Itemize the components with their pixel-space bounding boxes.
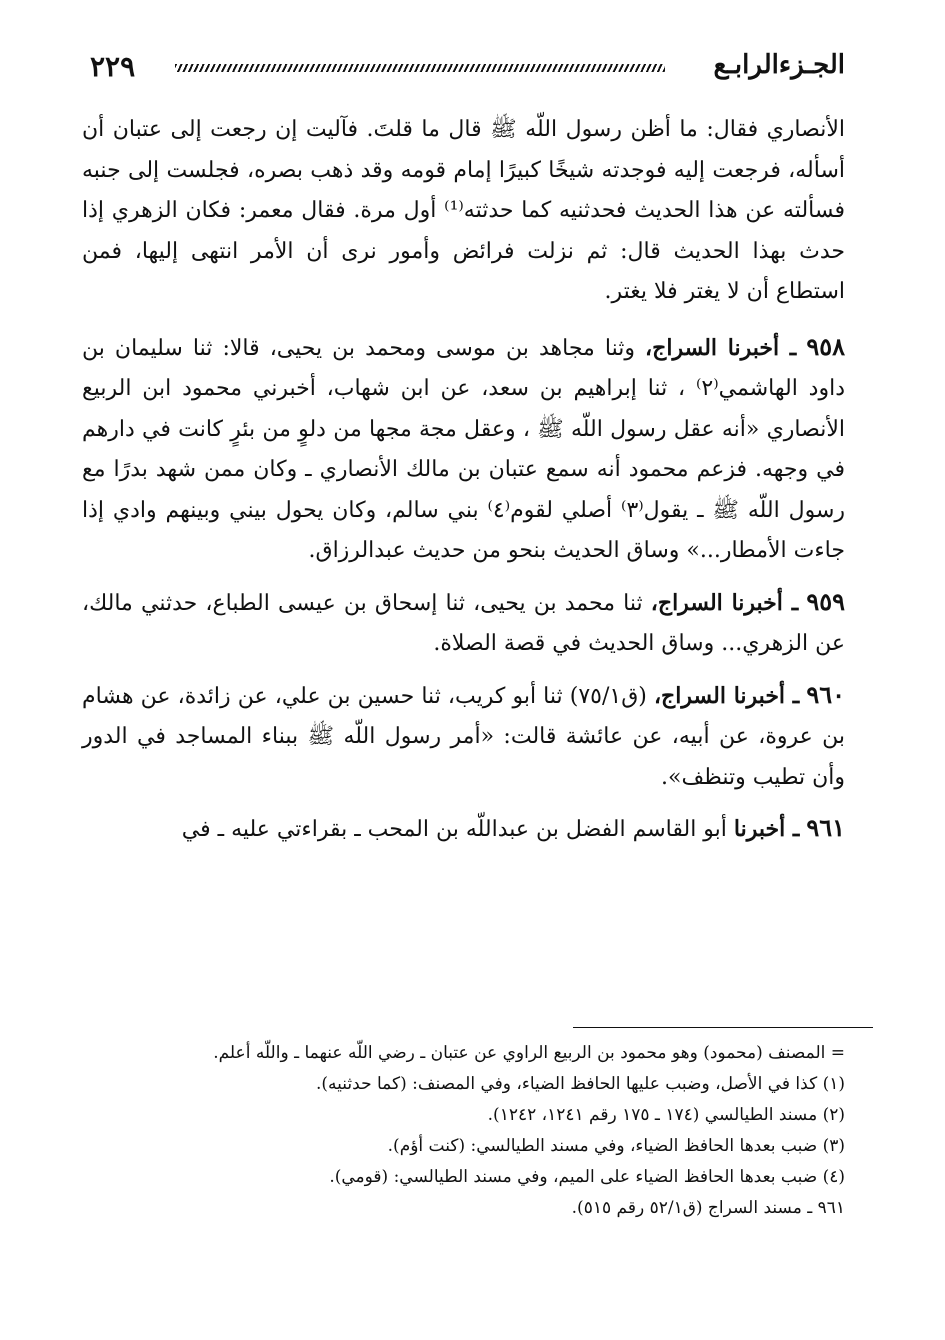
hadith-lead: ـ أخبرنا السراج، <box>645 334 797 361</box>
hadith-number: ٩٦١ <box>806 813 845 842</box>
header-ornamental-rule <box>175 64 665 72</box>
paragraph-text: أبو القاسم الفضل بن عبداللّه بن المحب ـ بقراءتي عليه ـ في <box>181 817 734 842</box>
running-head-title: الجـزءالرابـع <box>713 50 845 80</box>
paragraph-text: وثنا مجاهد بن موسى ومحمد بن يحيى، قالا: ثنا سليمان بن داود الهاشمي⁽٢⁾ ، ثنا إبراهيم بن سعد، عن ابن شهاب، أخبرني محمود ابن الربيع الأنصاري «أنه عقل رسول اللّه ﷺ ، وعقل مجة مجها من دلوٍ من بئرٍ كانت في دارهم في وجهه. فزعم محمود أنه سمع عتبان بن مالك الأنصاري ـ وكان ممن شهد بدرًا مع رسول اللّه ﷺ ـ يقول⁽٣⁾ أصلي لقوم⁽٤⁾ بني سالم، وكان يحول بيني وبينهم وادي إذا جاءت الأمطار...» وساق الحديث بنحو من حديث عبدالرزاق. <box>82 335 845 563</box>
paragraph-continuation <box>82 110 845 313</box>
hadith-number: ٩٥٨ <box>806 331 845 361</box>
hadith-958 <box>82 327 845 572</box>
hadith-961 <box>82 808 845 851</box>
hadith-959 <box>82 582 845 665</box>
footnote-line: (٣) ضبب بعدها الحافظ الضياء، وفي مسند الطيالسي: (كنت أؤم). <box>387 1136 845 1156</box>
paragraph-text: (ق٧٥/١) ثنا أبو كريب، ثنا حسين بن علي، عن زائدة، عن هشام بن عروة، عن أبيه، عن عائشة قالت: «أمر رسول اللّه ﷺ ببناء المساجد في الدور وأن تطيب وتنظف». <box>82 683 845 790</box>
hadith-number: ٩٥٩ <box>806 586 845 616</box>
hadith-lead: ـ أخبرنا <box>733 816 800 842</box>
footnotes <box>82 1038 845 1224</box>
footnote-separator <box>573 1027 873 1028</box>
footnote-line: ٩٦١ ـ مسند السراج (ق٥٢/١ رقم ٥١٥). <box>571 1198 845 1218</box>
hadith-960 <box>82 675 845 799</box>
paragraph-text: الأنصاري فقال: ما أظن رسول اللّه ﷺ قال ما قلتَ. فآليت إن رجعت إلى عتبان أن أسأله، فرجعت إليه فوجدته شيخًا كبيرًا إمام قومه وقد ذهب بصره، فجلست إلى جنبه فسألته عن هذا الحديث فحدثنيه كما حدثته⁽¹⁾ أول مرة. فقال معمر: فكان الزهري إذا حدث بهذا الحديث قال: ثم نزلت فرائض وأمور نرى أن الأمر انتهى إليها، فمن استطاع أن لا يغتر فلا يغتر. <box>82 117 845 304</box>
page-header <box>80 48 845 88</box>
main-text <box>82 110 845 861</box>
footnote-line: (٤) ضبب بعدها الحافظ الضياء على الميم، وفي مسند الطيالسي: (قومي). <box>329 1167 845 1187</box>
paragraph-text: ثنا محمد بن يحيى، ثنا إسحاق بن عيسى الطباع، حدثني مالك، عن الزهري... وساق الحديث في قصة الصلاة. <box>82 590 845 656</box>
footnote-line: = المصنف (محمود) وهو محمود بن الربيع الراوي عن عتبان ـ رضي اللّه عنهما ـ واللّه أعلم. <box>213 1043 845 1063</box>
page-number: ٢٢٩ <box>90 50 136 83</box>
hadith-number: ٩٦٠ <box>806 679 846 709</box>
footnote-line: (١) كذا في الأصل، وضبب عليها الحافظ الضياء، وفي المصنف: (كما حدثنيه). <box>316 1074 845 1094</box>
footnote-line: (٢) مسند الطيالسي (١٧٤ ـ ١٧٥ رقم ١٢٤١، ١٢٤٢). <box>487 1105 845 1125</box>
hadith-lead: ـ أخبرنا السراج، <box>650 589 799 616</box>
hadith-lead: ـ أخبرنا السراج، <box>653 682 800 709</box>
